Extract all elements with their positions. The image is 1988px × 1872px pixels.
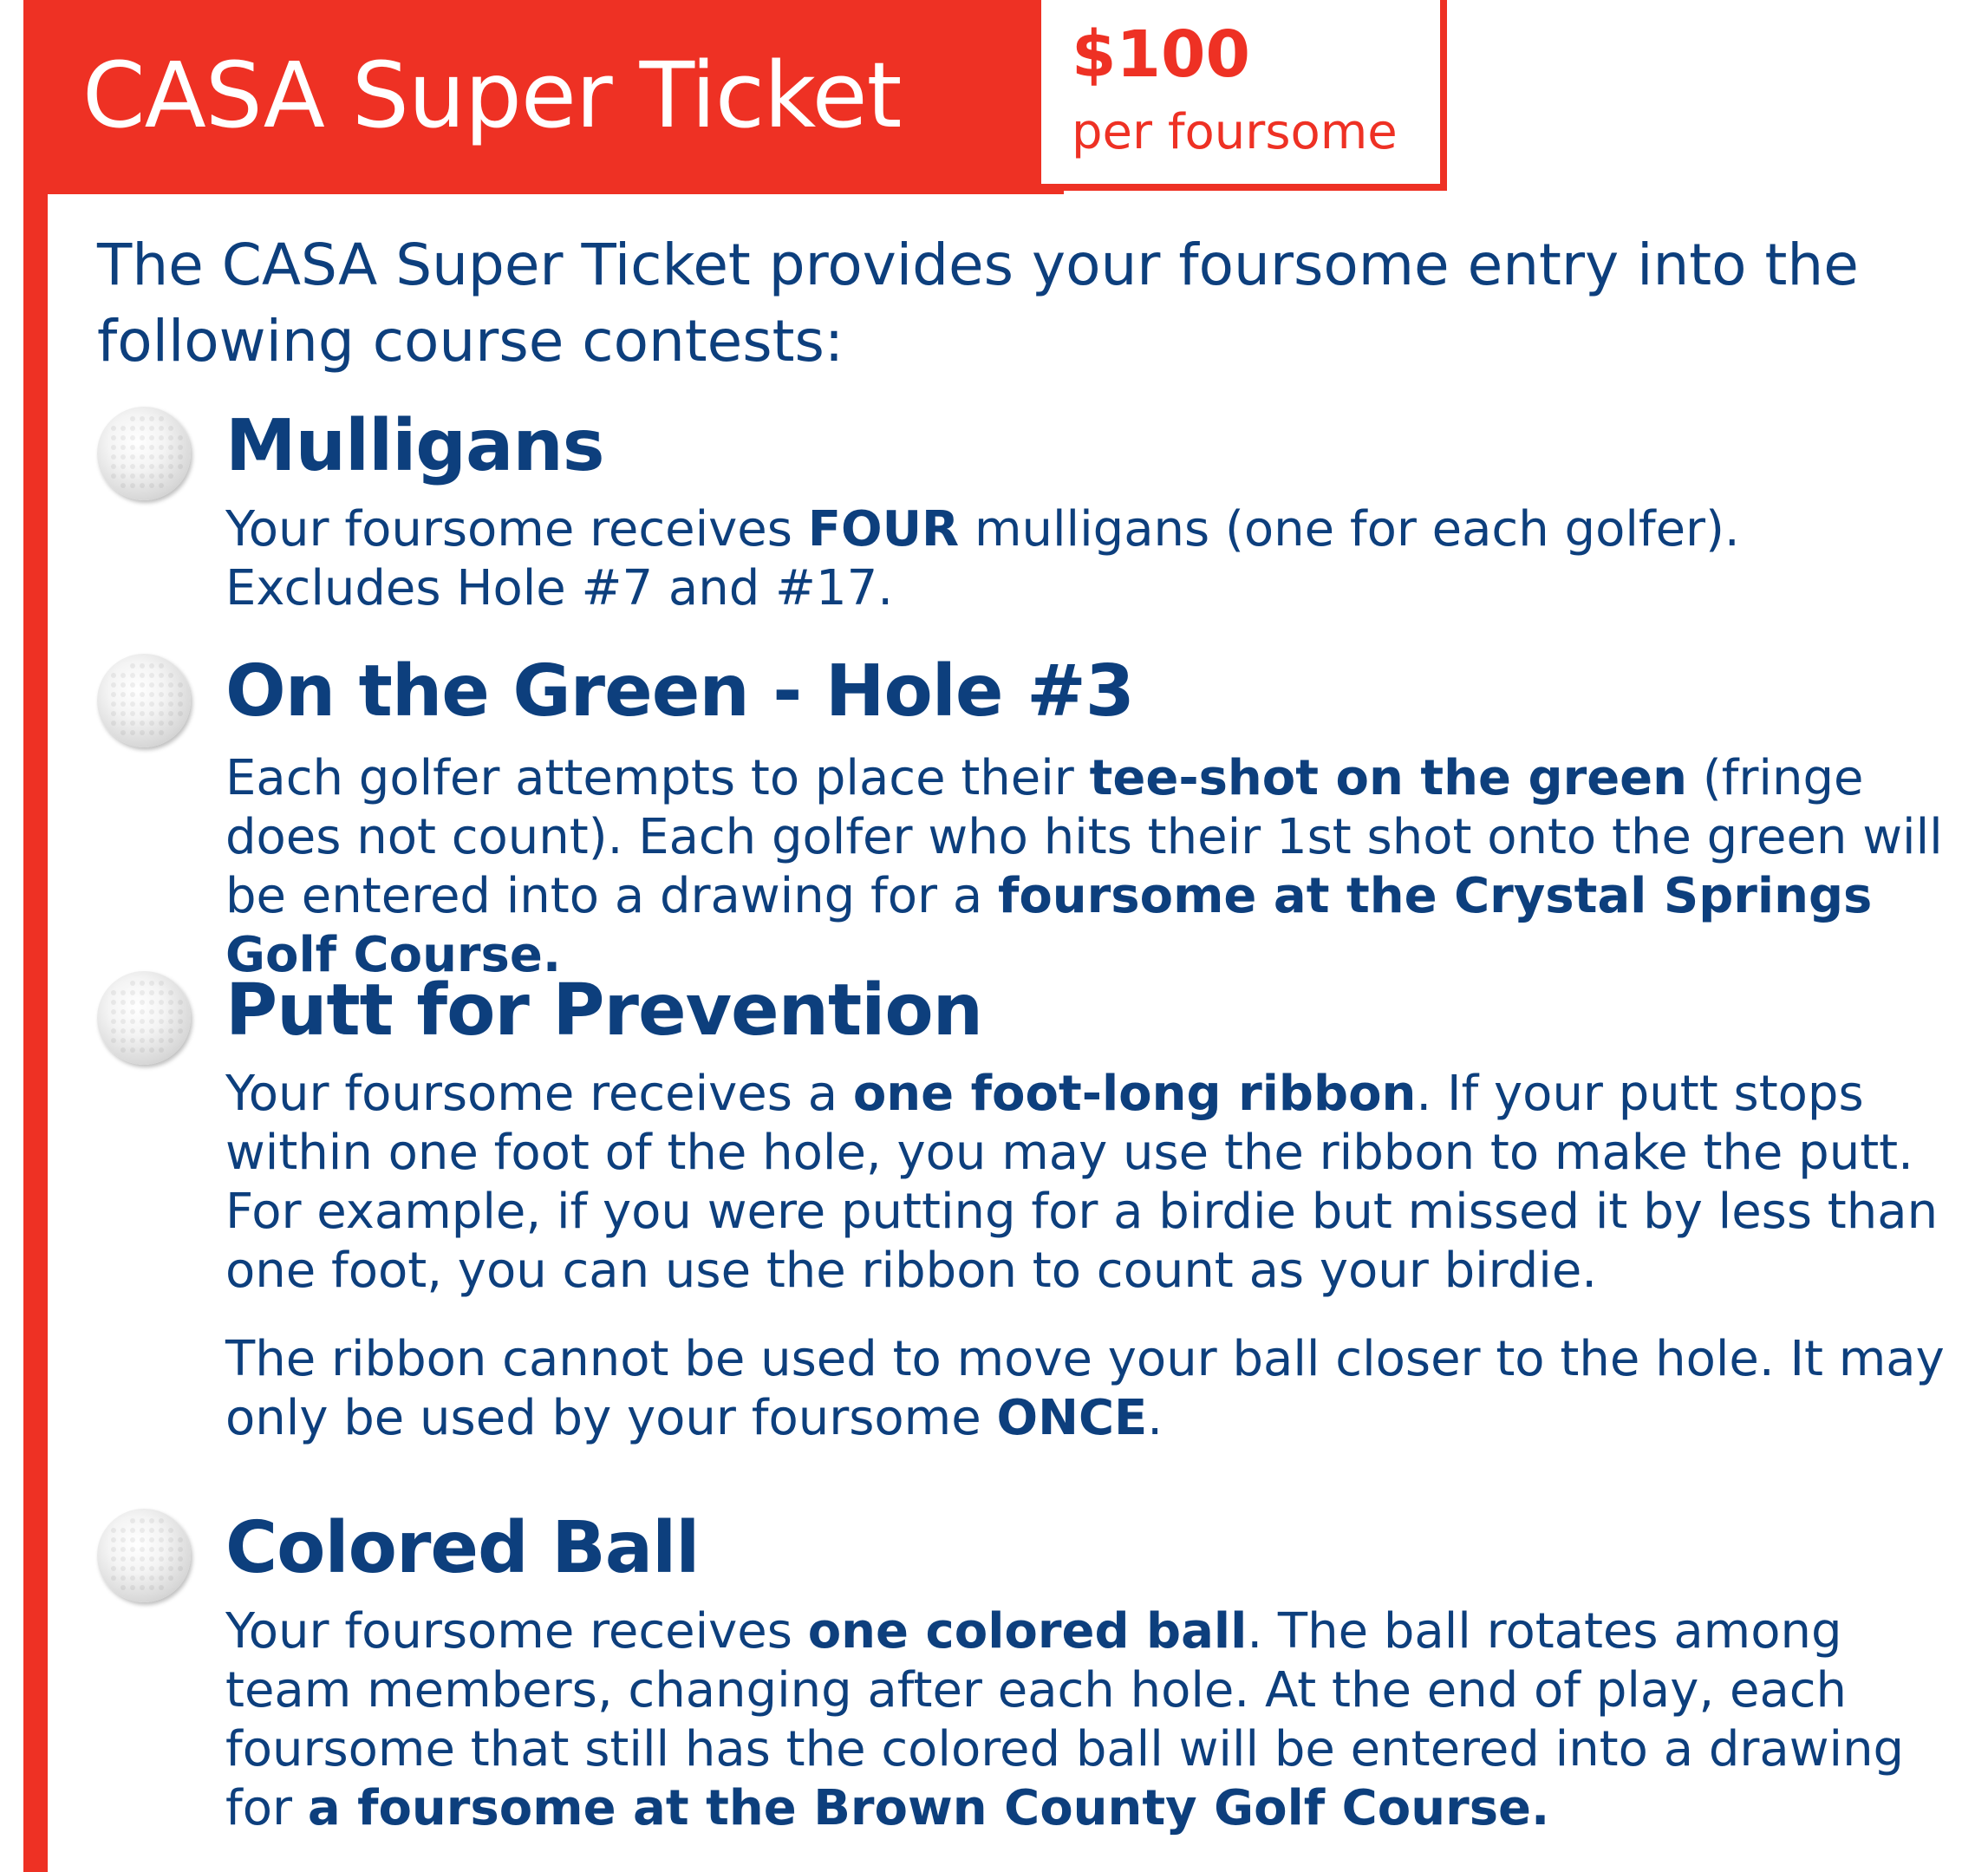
emphasis-text: a foursome at the Brown County Golf Course. bbox=[307, 1780, 1550, 1836]
price-amount: $100 bbox=[1072, 17, 1250, 92]
description-paragraph bbox=[225, 500, 1968, 618]
body-text: . If your putt stops within one foot of the hole, you may use the ribbon to make the putt. For example, if you were putting for a birdie but missed it by less than one foot, you can use the ribbon to count as your birdie. bbox=[225, 1066, 1939, 1299]
contest-description bbox=[225, 749, 1968, 985]
description-paragraph bbox=[225, 1330, 1968, 1448]
contest-description bbox=[225, 1602, 1968, 1838]
body-text: The ribbon cannot be used to move your ball closer to the hole. It may only be used by your foursome bbox=[225, 1331, 1945, 1446]
golf-ball-dimples bbox=[97, 654, 191, 747]
emphasis-text: one foot-long ribbon bbox=[852, 1066, 1417, 1122]
description-paragraph bbox=[225, 749, 1968, 985]
golf-ball-dimples bbox=[97, 407, 191, 500]
body-text: Your foursome receives a bbox=[225, 1066, 853, 1122]
golf-ball-icon bbox=[97, 1509, 191, 1602]
golf-ball-dimples bbox=[97, 971, 191, 1065]
contest-title: Putt for Prevention bbox=[225, 969, 983, 1052]
body-text: Your foursome receives bbox=[225, 1603, 808, 1660]
emphasis-text: tee-shot on the green bbox=[1089, 750, 1688, 806]
emphasis-text: FOUR bbox=[807, 501, 960, 558]
body-text: Your foursome receives bbox=[225, 501, 808, 558]
intro-text: The CASA Super Ticket provides your foursome entry into the following course contests: bbox=[97, 232, 1859, 375]
description-paragraph bbox=[225, 1065, 1968, 1301]
body-text: mulligans (one for each golfer). Excludes Hole #7 and #17. bbox=[225, 501, 1740, 616]
golf-ball-dimples bbox=[97, 1509, 191, 1602]
contest-title: On the Green - Hole #3 bbox=[225, 650, 1134, 733]
body-text: . The ball rotates among team members, changing after each hole. At the end of play, each foursome that still has the colored ball will be entered into a drawing for bbox=[225, 1603, 1905, 1836]
contest-description bbox=[225, 500, 1968, 618]
body-text: . bbox=[1147, 1390, 1163, 1446]
description-paragraph bbox=[225, 1602, 1968, 1838]
emphasis-text: ONCE bbox=[996, 1390, 1148, 1446]
golf-ball-icon bbox=[97, 407, 191, 500]
body-text: (fringe does not count). Each golfer who hits their 1st shot onto the green will be entered into a drawing for a bbox=[225, 750, 1943, 924]
left-accent-bar bbox=[23, 0, 48, 1872]
emphasis-text: foursome at the Crystal Springs Golf Course. bbox=[225, 868, 1873, 983]
price-box bbox=[1034, 0, 1447, 191]
price-unit: per foursome bbox=[1072, 104, 1398, 160]
golf-ball-icon bbox=[97, 971, 191, 1065]
contest-description bbox=[225, 1065, 1968, 1448]
body-text: Each golfer attempts to place their bbox=[225, 750, 1090, 806]
emphasis-text: one colored ball bbox=[807, 1603, 1248, 1660]
page-title: CASA Super Ticket bbox=[82, 42, 902, 148]
contest-title: Mulligans bbox=[225, 405, 604, 487]
contest-title: Colored Ball bbox=[225, 1507, 700, 1589]
golf-ball-icon bbox=[97, 654, 191, 747]
